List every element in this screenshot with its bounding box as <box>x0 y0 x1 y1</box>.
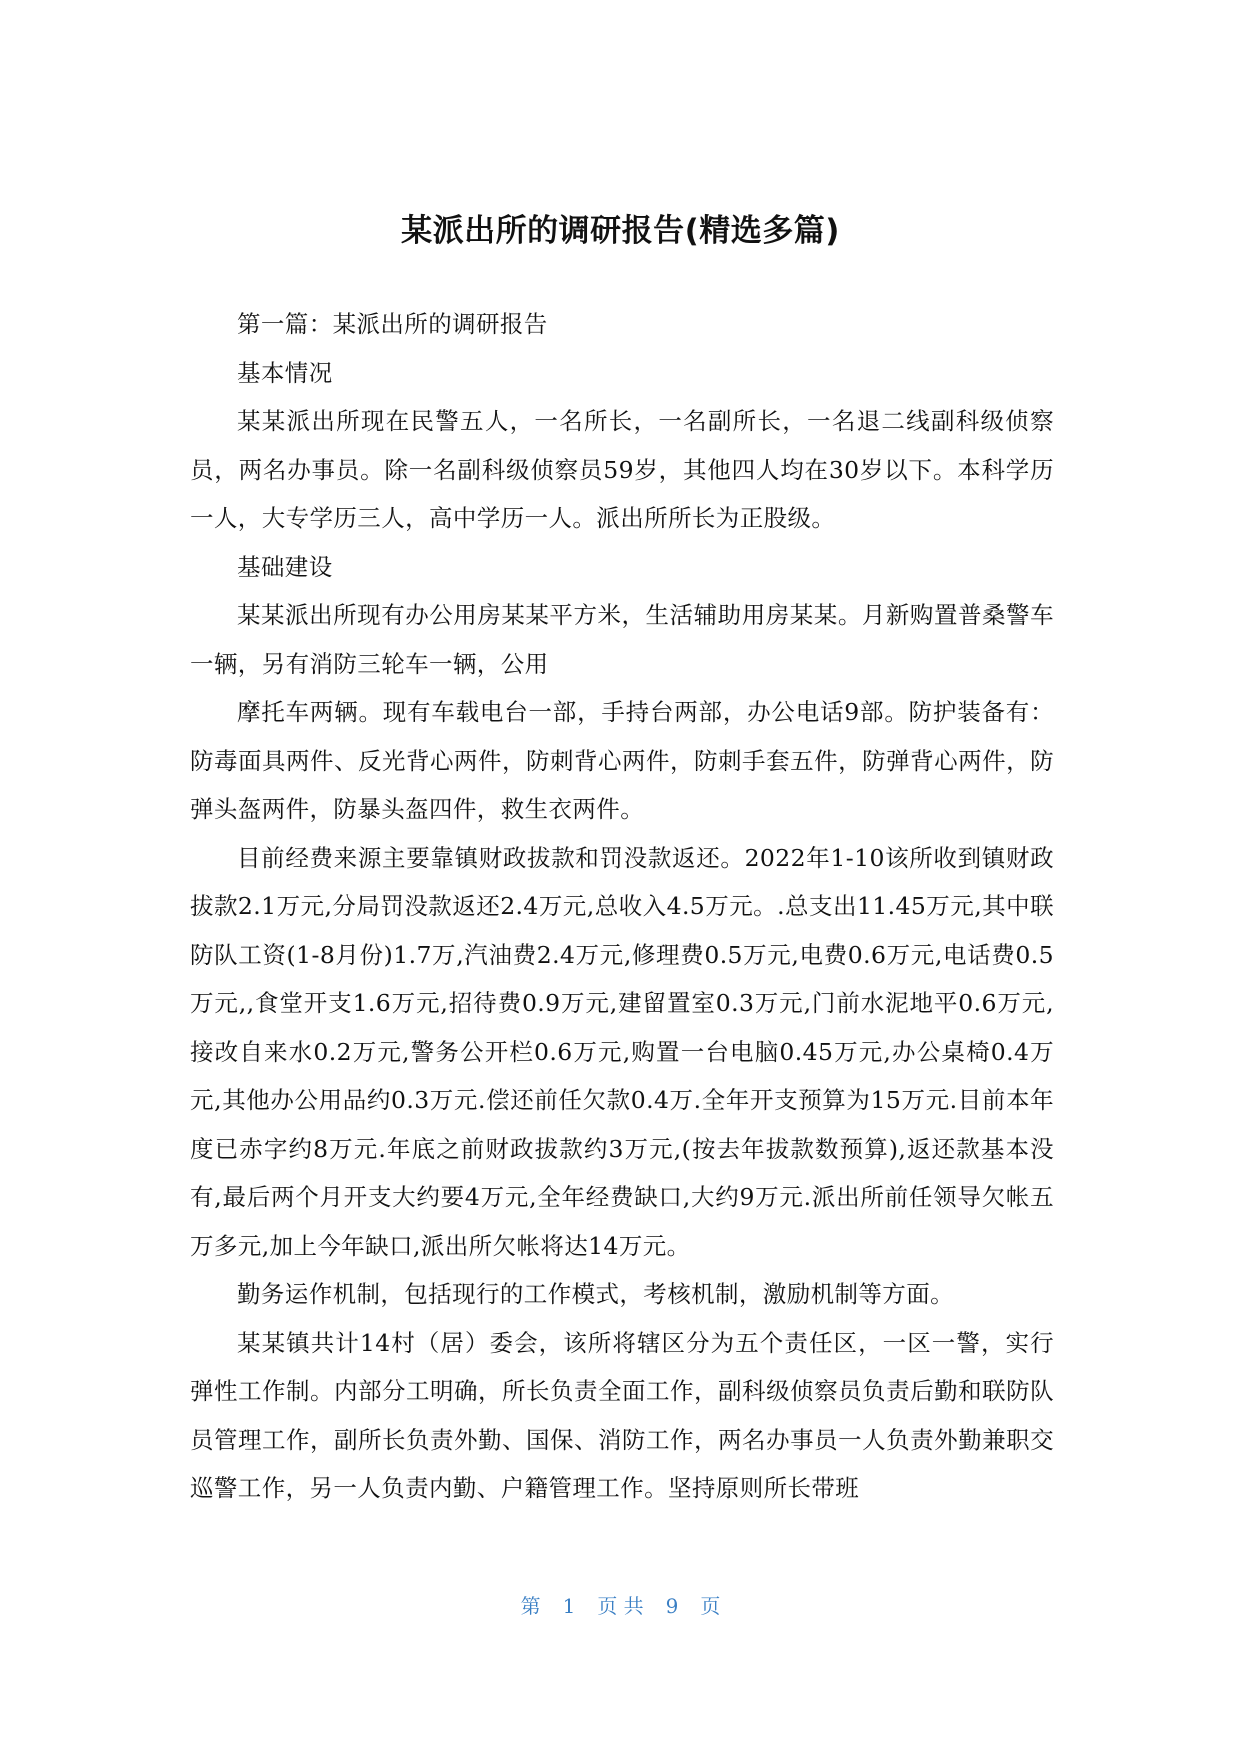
document-body <box>190 300 1054 1513</box>
footer-label-page: 第 <box>520 1594 541 1618</box>
paragraph-duty-mechanism: 勤务运作机制，包括现行的工作模式，考核机制，激励机制等方面。 <box>237 1280 954 1308</box>
subheading-infrastructure: 基础建设 <box>237 552 333 581</box>
section-heading-part-one: 第一篇：某派出所的调研报告 <box>237 310 548 338</box>
paragraph-equipment: 摩托车两辆。现有车载电台一部，手持台两部，办公电话9部。防护装备有：防毒面具两件、反光背心两件，防刺背心两件，防刺手套五件，防弹背心两件，防弹头盔两件，防暴头盔四件，救生衣两件。 <box>190 698 1054 823</box>
footer-total-pages: 9 <box>665 1594 679 1618</box>
subheading-basic-situation: 基本情况 <box>237 358 333 387</box>
paragraph-funding: 目前经费来源主要靠镇财政拔款和罚没款返还。2022年1-10该所收到镇财政拔款2.1万元,分局罚没款返还2.4万元,总收入4.5万元。.总支出11.45万元,其中联防队工资(1-8月份)1.7万,汽油费2.4万元,修理费0.5万元,电费0.6万元,电话费0.5万元,,食堂开支1.6万元,招待费0.9万元,建留置室0.3万元,门前水泥地平0.6万元,接改自来水0.2万元,警务公开栏0.6万元,购置一台电脑0.45万元,办公桌椅0.4万元,其他办公用品约0.3万元.偿还前任欠款0.4万.全年开支预算为15万元.目前本年度已赤字约8万元.年底之前财政拔款约3万元,(按去年拔款数预算),返还款基本没有,最后两个月开支大约要4万元,全年经费缺口,大约9万元.派出所前任领导欠帐五万多元,加上今年缺口,派出所欠帐将达14万元。 <box>190 843 1054 1260</box>
paragraph-facilities: 某某派出所现有办公用房某某平方米，生活辅助用房某某。月新购置普桑警车一辆，另有消防三轮车一辆，公用 <box>190 601 1054 678</box>
page-title: 某派出所的调研报告(精选多篇) <box>401 212 840 249</box>
footer-label-end: 页 <box>700 1594 721 1618</box>
paragraph-responsibility-areas: 某某镇共计14村（居）委会，该所将辖区分为五个责任区，一区一警，实行弹性工作制。内部分工明确，所长负责全面工作，副科级侦察员负责后勤和联防队员管理工作，副所长负责外勤、国保、消防工作，两名办事员一人负责外勤兼职交巡警工作，另一人负责内勤、户籍管理工作。坚持原则所长带班 <box>190 1328 1054 1502</box>
footer-label-of: 页 共 <box>597 1594 644 1618</box>
footer-current-page: 1 <box>562 1594 576 1618</box>
page-footer <box>0 1592 1241 1620</box>
paragraph-staffing: 某某派出所现在民警五人，一名所长，一名副所长，一名退二线副科级侦察员，两名办事员。除一名副科级侦察员59岁，其他四人均在30岁以下。本科学历一人，大专学历三人，高中学历一人。派出所所长为正股级。 <box>190 407 1054 532</box>
